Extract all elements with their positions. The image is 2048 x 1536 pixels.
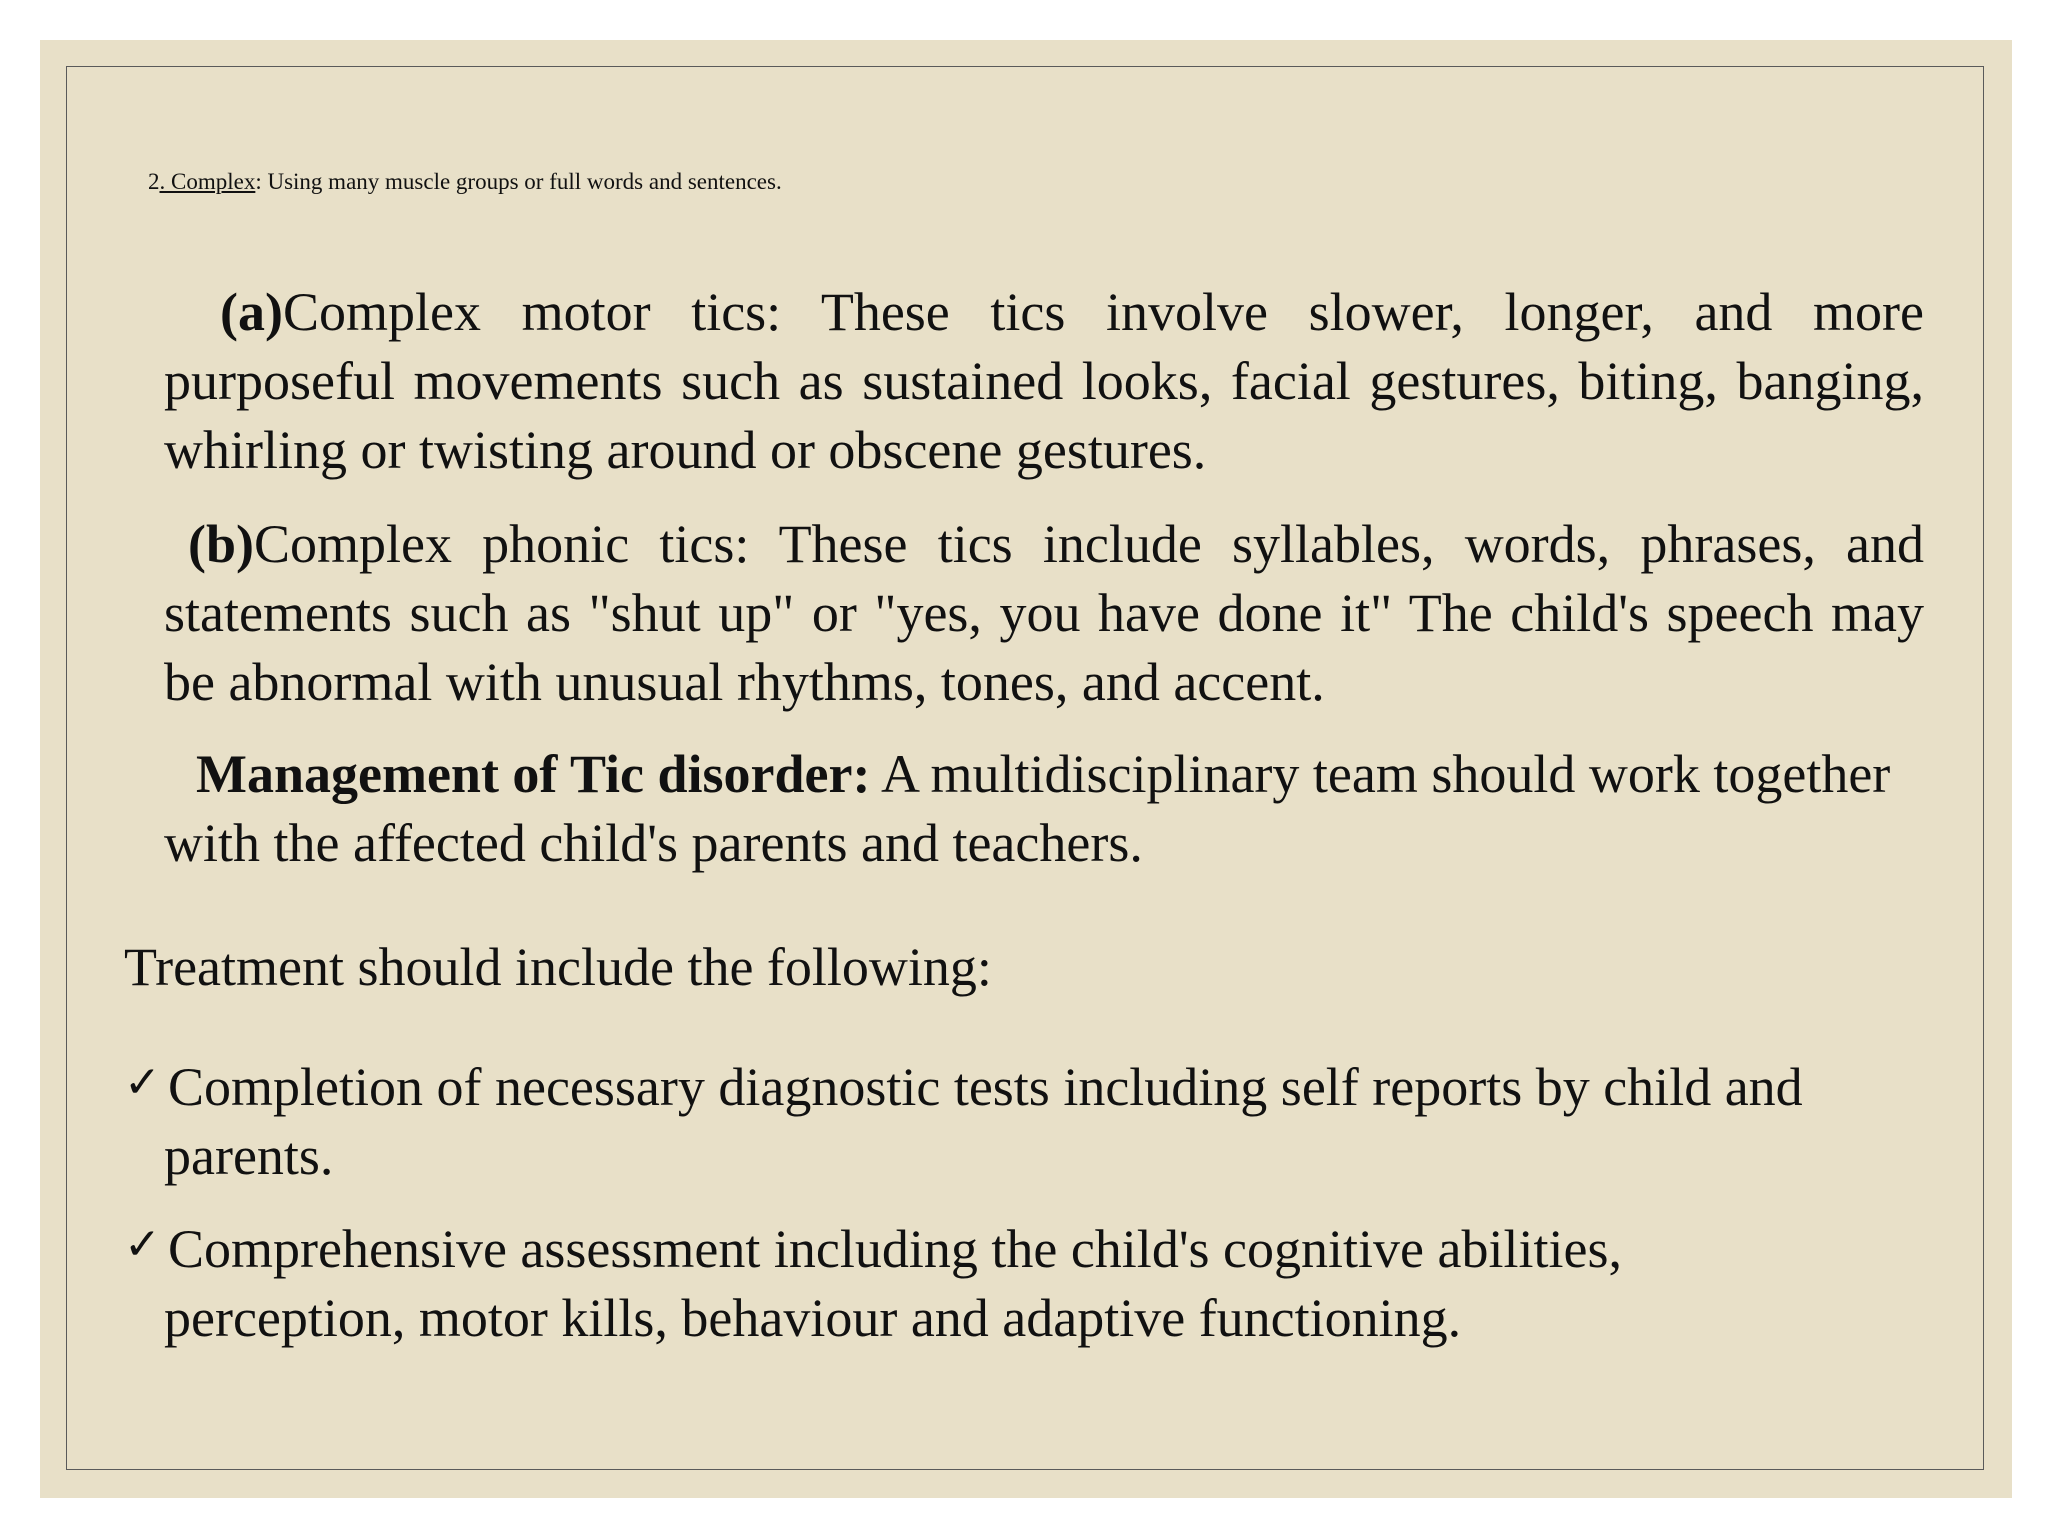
treatment-intro: Treatment should include the following: — [124, 937, 992, 997]
section-heading — [148, 167, 782, 197]
checklist-item-line-1 — [124, 1048, 1944, 1122]
slide — [40, 40, 2012, 1498]
para-b-text: Complex phonic tics: These tics include syllables, words, phrases, and statements such as "shut up" or "yes, you have done it" The child's speech may be abnormal with unusual rhythms, tones, and accent. — [164, 514, 1924, 712]
checklist-item-continuation: parents. — [164, 1126, 334, 1186]
checkmark-icon: ✓ — [124, 1219, 161, 1270]
checklist-item-text: Completion of necessary diagnostic tests including self reports by child and — [168, 1057, 1803, 1117]
para-b-label: (b) — [188, 514, 254, 574]
heading-number: 2 — [148, 169, 160, 194]
heading-description: : Using many muscle groups or full words and sentences. — [255, 169, 782, 194]
slide-content — [40, 40, 2012, 1498]
para-a-label: (a) — [220, 282, 283, 342]
checklist-item-continuation: perception, motor kills, behaviour and adaptive functioning. — [164, 1288, 1462, 1348]
checklist-item-line-1 — [124, 1210, 1944, 1284]
management-paragraph — [164, 740, 1924, 878]
para-a-text: Complex motor tics: These tics involve slower, longer, and more purposeful movements such as sustained looks, facial gestures, biting, banging, whirling or twisting around or obscene gestures. — [164, 282, 1924, 480]
checklist-item-text: Comprehensive assessment including the child's cognitive abilities, — [168, 1219, 1622, 1279]
complex-motor-tics-paragraph — [164, 278, 1924, 485]
checklist-item — [124, 1048, 1944, 1191]
checklist-item — [124, 1210, 1944, 1353]
heading-term: . Complex — [159, 169, 256, 194]
management-text: A multidisciplinary team should work together with the affected child's parents and teachers. — [164, 744, 1891, 873]
management-label: Management of Tic disorder: — [196, 744, 871, 804]
complex-phonic-tics-paragraph — [164, 510, 1924, 717]
checkmark-icon: ✓ — [124, 1057, 161, 1108]
